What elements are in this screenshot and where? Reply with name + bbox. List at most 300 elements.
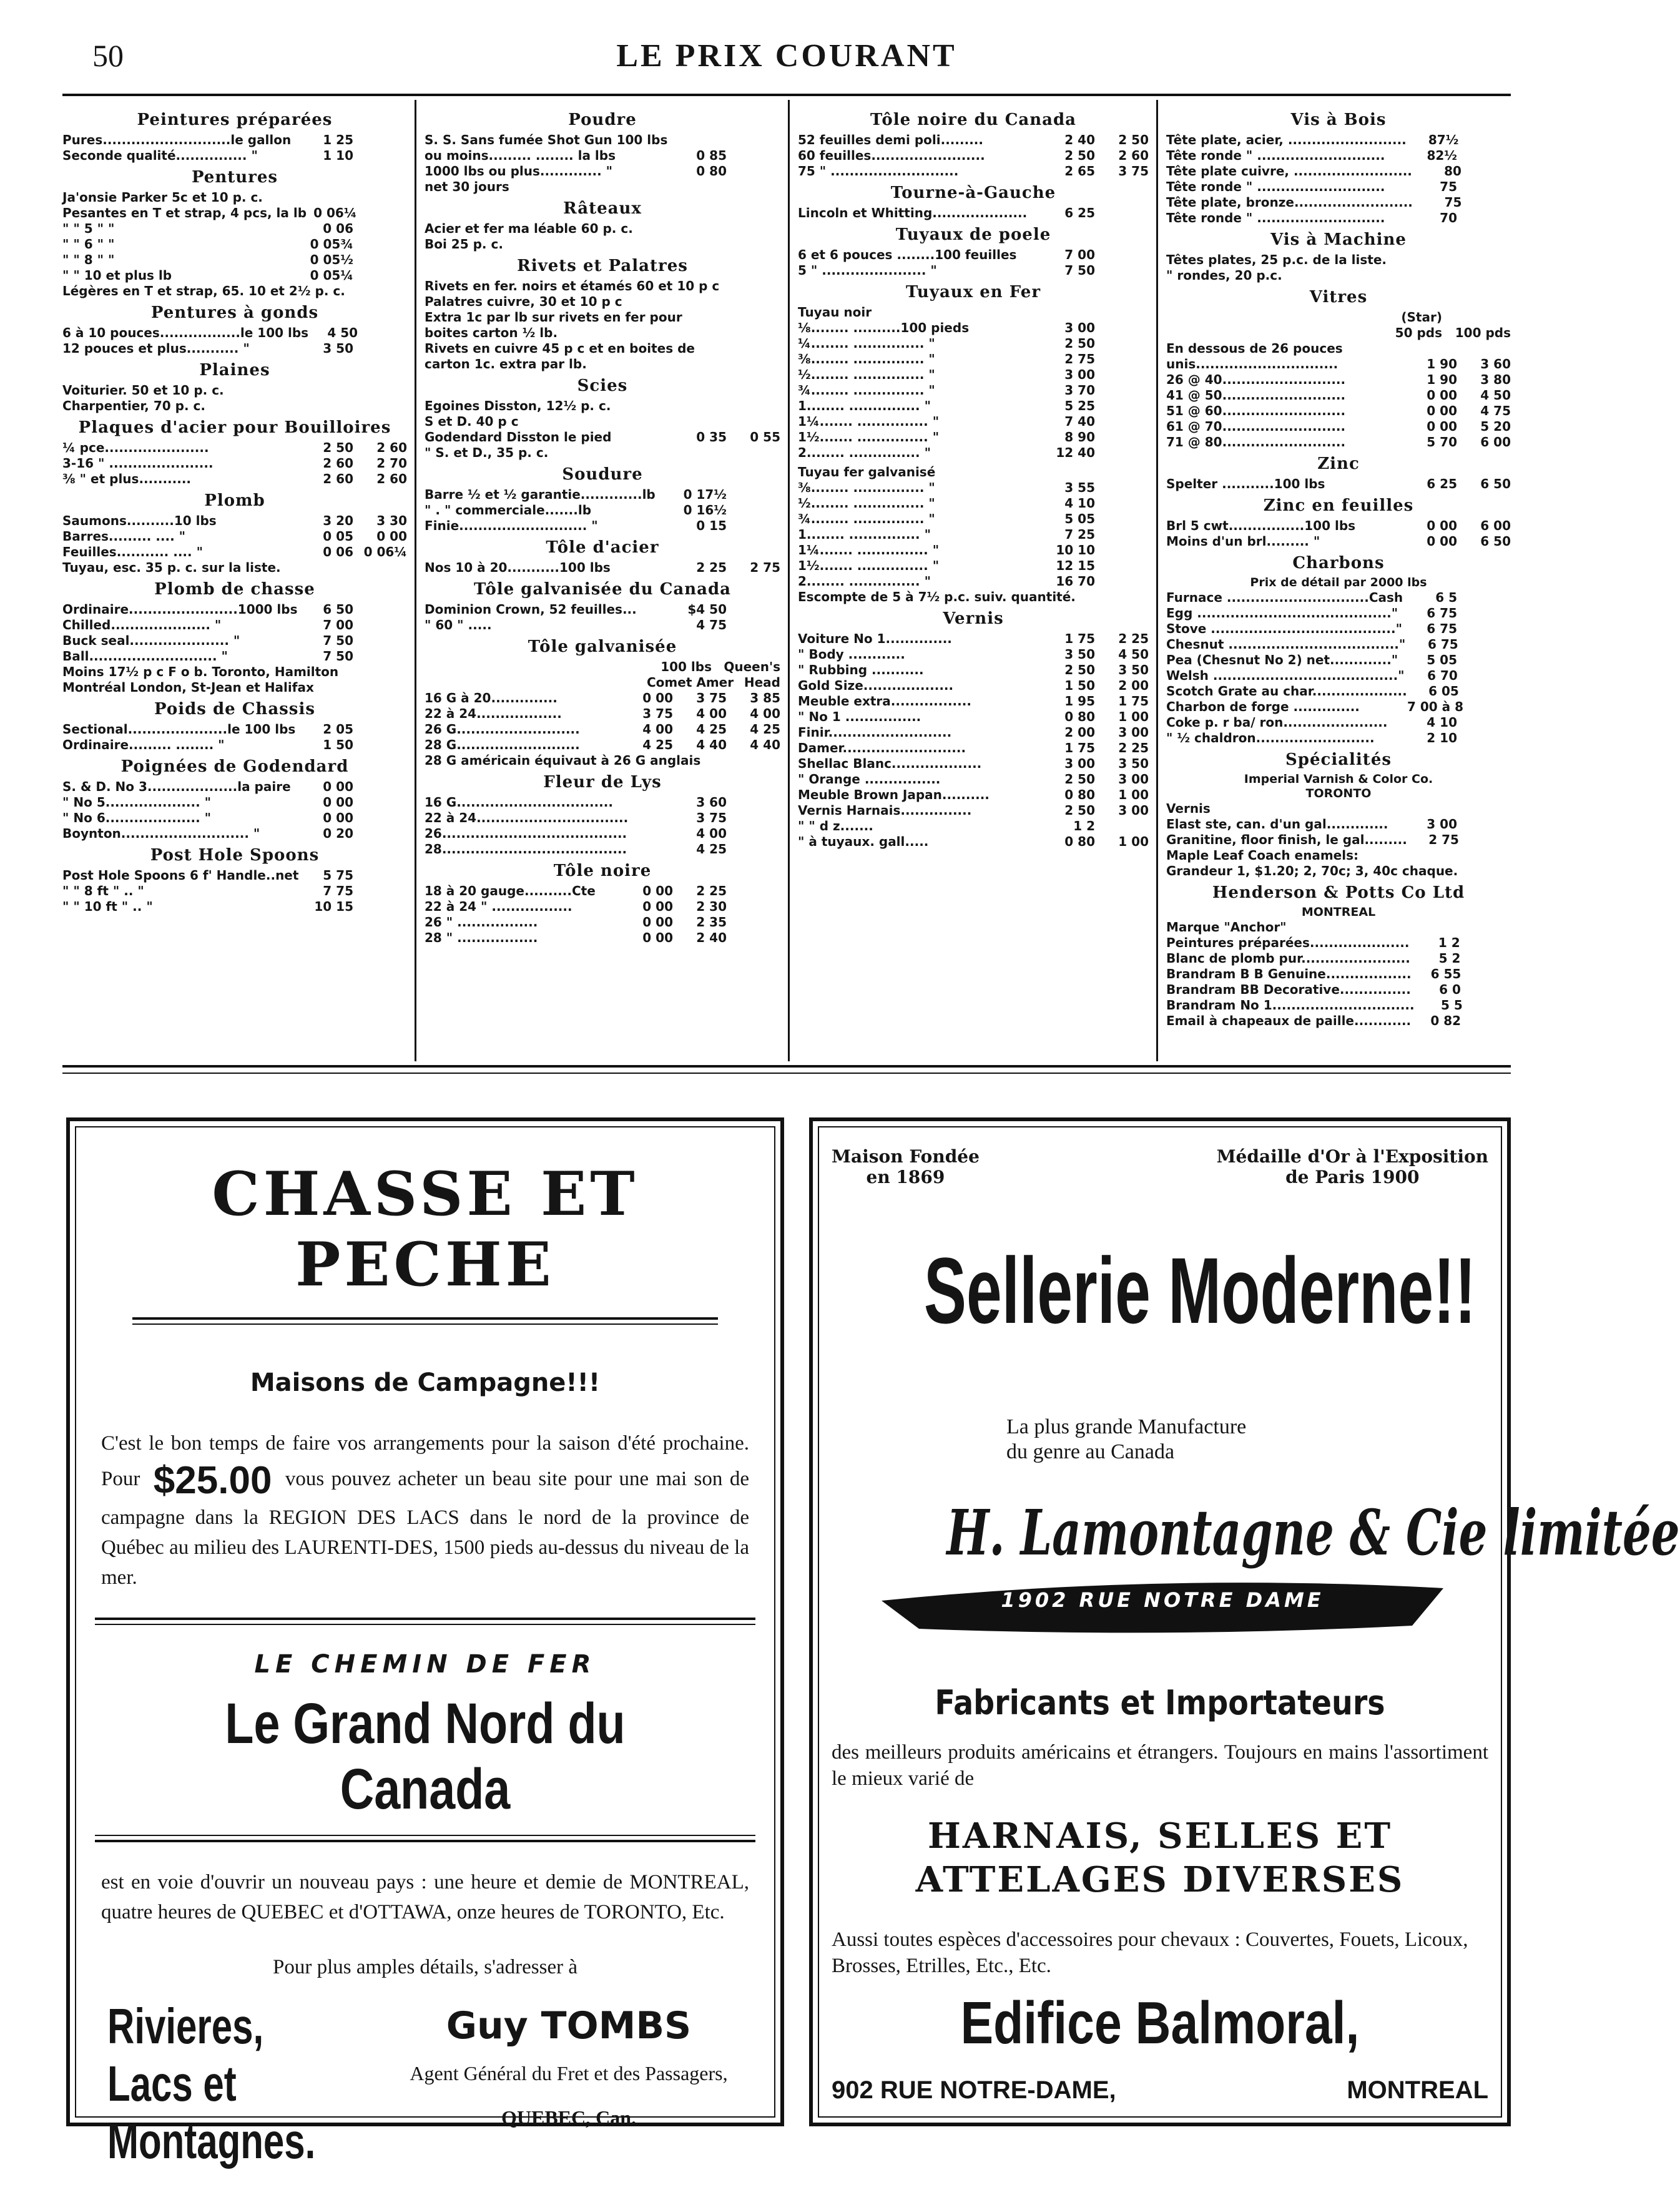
item-price: 1 50 (323, 737, 353, 752)
item-price-alt: 3 60 (1480, 356, 1511, 371)
item-price: 3 60 (696, 795, 727, 810)
section-subtitle: MONTREAL (1301, 905, 1376, 919)
item-price-alt (1457, 606, 1511, 621)
section-title: Vernis (943, 609, 1004, 628)
item-label: Barres......... .... " (62, 529, 186, 544)
item-price: 0 00 (1427, 403, 1457, 418)
item-price (300, 560, 353, 576)
ad-tagline-line: La plus grande Manufacture (1006, 1415, 1247, 1438)
divider (95, 1835, 755, 1836)
item-label: 6 à 10 pouces.................le 100 lbs (62, 325, 309, 340)
ad-medal-line: de Paris 1900 (1285, 1167, 1420, 1187)
item-price: 2 35 (696, 915, 727, 930)
item-price: 3 00 (1064, 320, 1095, 335)
section-subtitle: Imperial Varnish & Color Co. (1244, 772, 1433, 786)
item-price-alt (353, 810, 407, 826)
item-price-alt (727, 826, 780, 842)
item-label: Ordinaire......... ........ " (62, 737, 225, 752)
item-label: Seconde qualité............... " (62, 148, 258, 163)
item-price-alt (727, 602, 780, 617)
item-price (673, 356, 727, 372)
column-header-row (425, 675, 780, 690)
price-row (1166, 951, 1511, 966)
item-price-alt: 3 75 (1118, 164, 1149, 179)
item-label: Voiture No 1.............. (798, 631, 952, 646)
section-title: Poignées de Godendard (120, 757, 349, 776)
price-row (62, 513, 407, 529)
price-row (1166, 652, 1511, 668)
price-section (425, 637, 780, 768)
item-label: ¼........ ............... " (798, 336, 935, 351)
price-section (1166, 454, 1511, 492)
item-label: Spelter ...........100 lbs (1166, 476, 1325, 491)
item-price: 1 90 (1427, 372, 1457, 387)
price-row (62, 398, 407, 414)
price-row (62, 325, 407, 341)
item-price-alt (360, 680, 407, 695)
item-price: 1 10 (323, 148, 353, 163)
price-row (1166, 179, 1511, 195)
price-row (425, 148, 780, 164)
item-label: Post Hole Spoons 6 f' Handle..net (62, 868, 299, 883)
item-price-alt: 3 30 (376, 513, 407, 528)
item-price: 0 80 (696, 164, 727, 179)
item-label: 12 pouces et plus........... " (62, 341, 250, 356)
item-price-alt (353, 383, 407, 398)
item-label: Vernis (1166, 801, 1211, 816)
price-section (1166, 287, 1511, 450)
price-row (62, 148, 407, 164)
item-label: " Orange ................ (798, 772, 941, 787)
price-row (425, 445, 780, 461)
item-label: 2........ ............... " (798, 445, 931, 460)
section-title: Zinc en feuilles (1263, 496, 1414, 515)
section-title: Zinc (1317, 454, 1360, 473)
item-price-alt: 5 20 (1480, 419, 1511, 434)
item-price-alt (353, 221, 407, 237)
price-row (1166, 637, 1511, 652)
item-price-alt: 2 60 (376, 440, 407, 455)
column-header-spacer (1166, 310, 1373, 325)
item-price: 82½ (1427, 148, 1457, 163)
item-price-alt (353, 649, 407, 664)
item-price-alt (1457, 268, 1511, 283)
item-price-alt (1457, 652, 1511, 668)
item-label: 16 G à 20.............. (425, 690, 558, 705)
price-row (798, 148, 1149, 164)
item-price: 3 00 (1064, 367, 1095, 382)
item-label: 5 " ...................... " (798, 263, 937, 278)
item-price: 3 75 (696, 690, 727, 705)
item-price (673, 294, 727, 310)
item-price: 70 (1440, 210, 1457, 225)
price-row (1166, 832, 1511, 848)
item-label: S. & D. No 3...................la paire (62, 779, 291, 794)
item-price: 4 00 (696, 826, 727, 841)
item-price: 80 (1444, 164, 1461, 179)
item-price-alt (353, 268, 407, 283)
price-row (425, 690, 780, 706)
price-row (798, 558, 1149, 574)
price-row (1166, 132, 1511, 148)
price-section (425, 199, 780, 252)
item-price-alt: 3 00 (1118, 772, 1149, 787)
item-price (673, 398, 727, 414)
section-title: Henderson & Potts Co Ltd (1212, 883, 1465, 902)
item-price-alt: 2 60 (1118, 148, 1149, 163)
column-divider (1156, 100, 1158, 1061)
item-price-alt (353, 560, 407, 576)
item-label: 18 à 20 gauge..........Cte (425, 883, 596, 898)
price-row (62, 529, 407, 544)
item-price-alt: 2 50 (1118, 132, 1149, 147)
price-row (62, 810, 407, 826)
item-price-alt (727, 221, 780, 237)
item-price-alt (1112, 589, 1149, 605)
column-header: 100 lbs (661, 659, 712, 674)
top-rule (62, 94, 1511, 96)
item-price: 6 5 (1435, 590, 1457, 605)
ad-paragraph-2: est en voie d'ouvrir un nouveau pays : une heure et demie de MONTREAL, quatre heures de QUEBEC et d'OTTAWA, onze heures de TORONTO, Etc. (101, 1871, 749, 1923)
item-price: 0 80 (1064, 709, 1095, 724)
item-price (314, 680, 361, 695)
price-row (425, 930, 780, 946)
item-label: 26 @ 40.......................... (1166, 372, 1346, 387)
item-price: 2 75 (1428, 832, 1459, 847)
section-title: Tuyaux de poele (895, 225, 1051, 244)
item-price: 0 00 (1427, 388, 1457, 403)
section-title: Tourne-à-Gauche (890, 184, 1056, 202)
item-price: 5 25 (1064, 398, 1095, 413)
item-price: 0 15 (696, 518, 727, 533)
price-row (798, 430, 1149, 445)
ad-agent-title: Agent Général du Fret et des Passagers, (410, 2062, 728, 2084)
item-label: Charbon de forge .............. (1166, 699, 1360, 714)
price-row (1166, 419, 1511, 435)
item-price (682, 310, 732, 325)
divider (132, 1323, 718, 1325)
price-row (798, 496, 1149, 511)
item-price: 12 40 (1056, 445, 1095, 460)
section-title: Charbons (1292, 554, 1385, 572)
ad-building: Edifice Balmoral, (960, 1990, 1360, 2056)
item-price-alt (1095, 496, 1149, 511)
column-header-row (425, 659, 780, 675)
item-price-alt: 0 55 (750, 430, 780, 444)
item-price-alt (1461, 982, 1511, 998)
price-row (62, 560, 407, 576)
item-price-alt: 6 50 (1480, 534, 1511, 549)
item-price: 1 25 (323, 132, 353, 147)
item-price: 5 5 (1441, 998, 1463, 1013)
price-row (1166, 606, 1511, 621)
item-label: ¾........ ............... " (798, 383, 935, 398)
item-price: 4 00 (750, 706, 780, 721)
item-label: Grandeur 1, $1.20; 2, 70c; 3, 40c chaque. (1166, 863, 1458, 878)
item-label: Chesnut ...................................." (1166, 637, 1406, 652)
item-price-alt: 2 00 (1118, 678, 1149, 693)
item-price-alt (353, 779, 407, 795)
price-row (62, 633, 407, 649)
ad-medal (1217, 1146, 1488, 1187)
item-price-alt (727, 414, 780, 430)
price-row (62, 602, 407, 617)
item-label: 2........ ............... " (798, 574, 931, 589)
item-label: Pea (Chesnut No 2) net............." (1166, 652, 1398, 667)
price-row (425, 237, 780, 252)
item-label: 16 G................................. (425, 795, 613, 810)
price-row (425, 915, 780, 930)
price-section (1166, 883, 1511, 1029)
price-row (62, 471, 407, 487)
item-price: 2 50 (1064, 662, 1095, 677)
price-row (798, 511, 1149, 527)
item-label: 51 @ 60.......................... (1166, 403, 1346, 418)
item-price: 4 40 (696, 737, 727, 752)
ad-paragraph-2: Aussi toutes espèces d'accessoires pour chevaux : Couvertes, Fouets, Licoux, Brosses, Etrilles, Etc., Etc. (832, 1928, 1468, 1977)
section-title: Plaines (199, 361, 270, 380)
item-price-alt (353, 190, 407, 205)
item-price-alt (1095, 305, 1149, 320)
item-price-alt (1095, 558, 1149, 574)
ad-products (813, 1814, 1507, 1902)
item-label: " " 10 ft " .. " (62, 899, 153, 914)
price-row (62, 252, 407, 268)
price-row (798, 398, 1149, 414)
item-price: 1 75 (1064, 631, 1095, 646)
column-divider (415, 100, 416, 1061)
item-price-alt (353, 826, 407, 842)
item-price-alt (353, 737, 407, 753)
item-label: Têtes plates, 25 p.c. de la liste. (1166, 252, 1387, 267)
item-price-alt (1095, 464, 1149, 480)
item-price-alt (353, 795, 407, 810)
item-price-alt (1457, 848, 1511, 863)
item-price: $4 50 (687, 602, 727, 617)
item-price: 0 00 (323, 810, 353, 825)
section-title: Tuyaux en Fer (905, 283, 1041, 302)
price-row (425, 294, 780, 310)
item-label: net 30 jours (425, 179, 509, 194)
item-label: Extra 1c par lb sur rivets en fer pour (425, 310, 682, 325)
ad-agent-city: QUEBEC, Can. (501, 2106, 637, 2129)
item-price: 10 10 (1056, 543, 1095, 557)
item-price-alt: 3 50 (1118, 662, 1149, 677)
item-price-alt (750, 278, 780, 294)
item-label: " " 10 et plus lb (62, 268, 172, 283)
item-price-alt: 6 50 (1480, 476, 1511, 491)
ad-para-text: C'est le bon temps de faire vos arrangements pour la saison d'été prochaine. Pour (101, 1432, 749, 1491)
section-title: Vis à Machine (1270, 230, 1407, 249)
item-price-alt (1095, 351, 1149, 367)
column-divider (788, 100, 790, 1061)
price-section (798, 464, 1149, 605)
price-row (425, 706, 780, 722)
item-price-alt (1095, 205, 1149, 221)
item-price (673, 414, 727, 430)
item-label: ⅜ " et plus........... (62, 471, 192, 486)
price-row (1166, 684, 1511, 699)
item-price: 7 00 (323, 617, 353, 632)
price-row (62, 283, 407, 299)
item-label: Finir.......................... (798, 725, 952, 740)
item-price: 0 06 (323, 221, 353, 236)
price-row (798, 367, 1149, 383)
price-row (798, 662, 1149, 678)
item-price: 16 70 (1056, 574, 1095, 589)
price-row (1166, 699, 1511, 715)
item-price-alt (1457, 730, 1511, 746)
ad-slogan (107, 1998, 315, 2170)
price-row (62, 544, 407, 560)
item-price-alt (727, 179, 780, 195)
item-price-alt (1095, 367, 1149, 383)
item-label: Légères en T et strap, 65. 10 et 2½ p. c. (62, 283, 345, 298)
price-row (798, 263, 1149, 278)
item-price: 1 95 (1064, 694, 1095, 709)
ad-slogan-line: Lacs et (107, 2056, 237, 2111)
item-label: Furnace ..............................Cash (1166, 590, 1403, 605)
item-label: 28 G américain équivaut à 26 G anglais (425, 753, 701, 768)
ad-products-line: ATTELAGES DIVERSES (915, 1859, 1405, 1900)
price-row (425, 899, 780, 915)
item-price: 1 2 (1073, 818, 1095, 833)
price-row (62, 341, 407, 356)
section-title: Plaques d'acier pour Bouilloires (78, 418, 391, 437)
item-price-alt (727, 294, 780, 310)
item-price-alt (1095, 263, 1149, 278)
ad-agent (382, 2004, 755, 2129)
item-price-alt (727, 398, 780, 414)
item-price: 4 10 (1427, 715, 1457, 730)
item-label: Buck seal..................... " (62, 633, 240, 648)
price-section (62, 757, 407, 842)
item-price-alt (373, 664, 407, 680)
item-label: Rivets en cuivre 45 p c et en boites de (425, 341, 695, 356)
price-row (798, 480, 1149, 496)
price-row (425, 164, 780, 179)
item-price-alt (1461, 1013, 1511, 1029)
price-row (1166, 730, 1511, 746)
price-row (1166, 621, 1511, 637)
ad-sellerie-moderne (809, 1117, 1680, 2126)
item-price-alt (1095, 480, 1149, 496)
price-row (1166, 590, 1511, 606)
item-price: 3 55 (1064, 480, 1095, 495)
price-row (425, 398, 780, 414)
column-header: Comet Amer (647, 675, 734, 690)
item-label: Dominion Crown, 52 feuilles... (425, 602, 637, 617)
item-price (719, 278, 750, 294)
item-price (727, 899, 780, 915)
item-label: 26 G.......................... (425, 722, 580, 737)
price-row (1166, 668, 1511, 684)
item-price: 2 60 (323, 456, 353, 471)
item-price: 4 00 (696, 706, 727, 721)
column-header: 50 pds (1395, 325, 1442, 340)
item-price-alt (353, 132, 407, 148)
item-price-alt (376, 283, 407, 299)
item-price: 10 15 (314, 899, 353, 914)
item-label: 1........ ............... " (798, 398, 931, 413)
page-header (62, 37, 1511, 87)
price-row (798, 756, 1149, 772)
item-price: 5 05 (1427, 652, 1457, 667)
price-row (425, 722, 780, 737)
price-row (62, 205, 407, 221)
item-label: 41 @ 50.......................... (1166, 388, 1346, 403)
price-row (1166, 998, 1511, 1013)
price-section (425, 772, 780, 857)
item-price-alt (353, 252, 407, 268)
item-price-alt (727, 132, 780, 148)
item-price-alt: 2 70 (376, 456, 407, 471)
price-row (62, 221, 407, 237)
price-row (62, 883, 407, 899)
item-label: Peintures préparées..................... (1166, 935, 1410, 950)
item-label: " Body ............ (798, 647, 905, 662)
item-price (1403, 920, 1457, 935)
item-label: Granitine, floor finish, le gal......... (1166, 832, 1407, 847)
price-row (798, 383, 1149, 398)
item-price-alt (353, 868, 407, 883)
item-price (727, 883, 780, 899)
column-header-spacer (1166, 325, 1373, 341)
price-row (62, 237, 407, 252)
item-price-alt (1095, 818, 1149, 834)
price-row (798, 132, 1149, 148)
item-label: 28....................................... (425, 842, 627, 857)
item-price-alt (1457, 817, 1511, 832)
item-price-alt (1457, 920, 1511, 935)
item-label: " " 8 " " (62, 252, 115, 267)
column-header: Head (744, 675, 780, 690)
item-price-alt: 1 00 (1118, 709, 1149, 724)
item-label: Voiturier. 50 et 10 p. c. (62, 383, 224, 398)
price-row (1166, 164, 1511, 179)
item-price: 87½ (1428, 132, 1459, 147)
ad-logo-script: H. Lamontagne & Cie limitée (946, 1496, 1680, 1569)
price-row (798, 709, 1149, 725)
price-row (425, 737, 780, 753)
price-row (425, 617, 780, 633)
item-price (1076, 589, 1113, 605)
price-row (62, 132, 407, 148)
divider (95, 1618, 755, 1620)
item-price (695, 341, 738, 356)
item-price: 1 75 (1064, 740, 1095, 755)
price-row (798, 205, 1149, 221)
price-section (798, 282, 1149, 461)
item-price: 4 10 (1064, 496, 1095, 511)
item-label: " No 5.................... " (62, 795, 212, 810)
item-price-alt (1095, 527, 1149, 543)
item-label: carton 1c. extra par lb. (425, 356, 587, 371)
item-price: 2 50 (1064, 148, 1095, 163)
item-price: 0 00 (323, 779, 353, 794)
item-price (673, 221, 727, 237)
ad-para-text: vous pouvez acheter un beau site pour une mai son de campagne dans la REGION DES LACS dans le nord de la province de Québec au milieu des LAURENTI-DES, 1500 pieds au-dessus du niveau de la mer. (101, 1468, 749, 1589)
price-row (798, 725, 1149, 740)
price-row (798, 834, 1149, 850)
price-row (1166, 356, 1511, 372)
section-title: Tôle noire du Canada (870, 110, 1077, 129)
item-price-alt (353, 899, 407, 915)
item-price: 4 75 (696, 617, 727, 632)
item-label: " Rubbing ........... (798, 662, 924, 677)
item-price-alt (1458, 132, 1511, 148)
ad-slogan-line: Montagnes. (107, 2113, 316, 2169)
